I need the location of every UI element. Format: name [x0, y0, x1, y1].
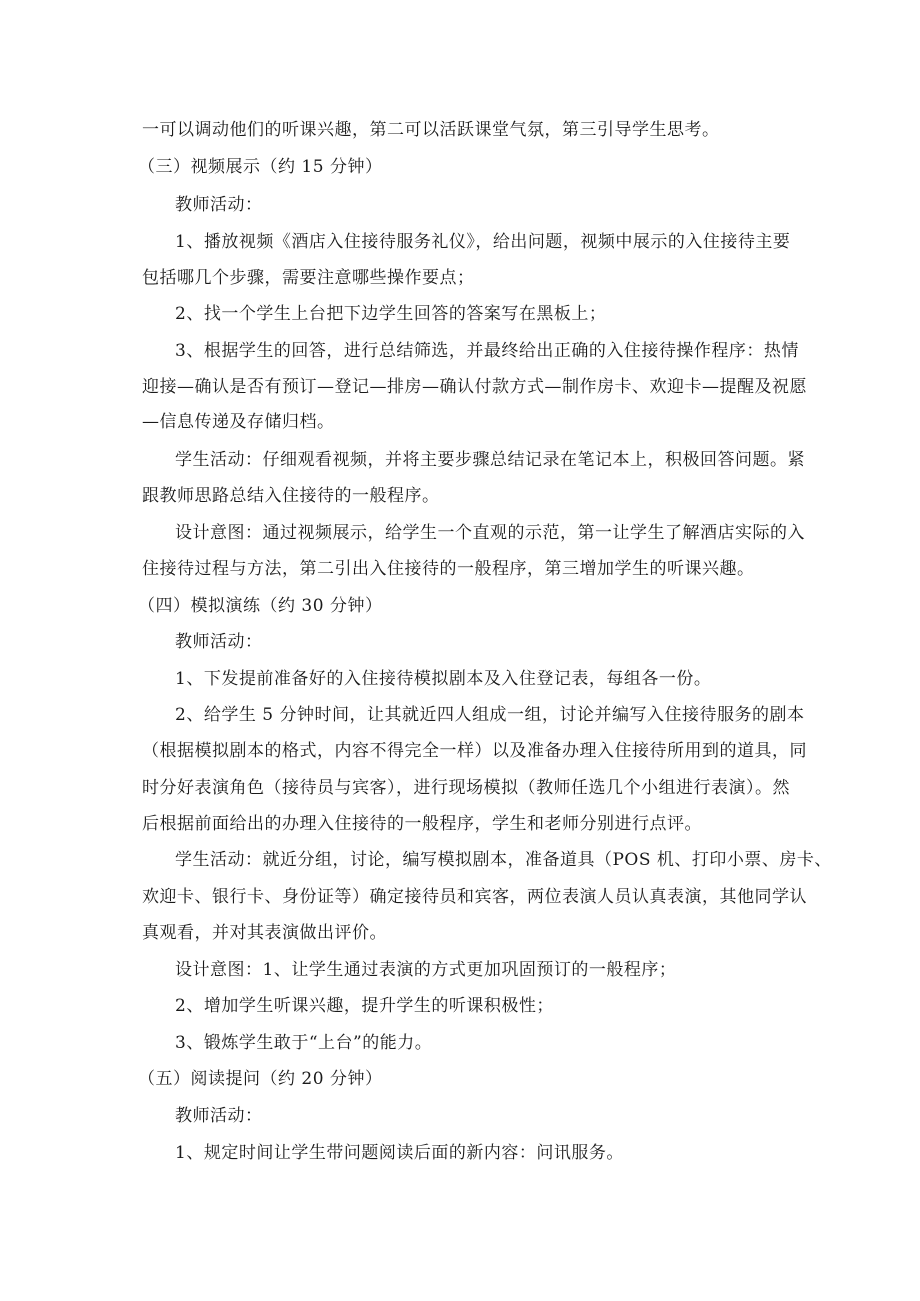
paragraph-line: 3、根据学生的回答，进行总结筛选，并最终给出正确的入住接待操作程序：热情: [175, 341, 799, 361]
paragraph-line: 1、规定时间让学生带问题阅读后面的新内容：问讯服务。: [175, 1143, 624, 1163]
design-intent-line: 设计意图：1、让学生通过表演的方式更加巩固预订的一般程序；: [175, 960, 677, 980]
paragraph-line: 一可以调动他们的听课兴趣，第二可以活跃课堂气氛，第三引导学生思考。: [142, 120, 720, 140]
paragraph-line: （根据模拟剧本的格式，内容不得完全一样）以及准备办理入住接待所用到的道具，同: [142, 741, 807, 761]
teacher-activity-label: 教师活动：: [175, 195, 263, 215]
paragraph-line: 跟教师思路总结入住接待的一般程序。: [142, 486, 440, 506]
paragraph-line: 后根据前面给出的办理入住接待的一般程序，学生和老师分别进行点评。: [142, 814, 702, 834]
paragraph-line: 时分好表演角色（接待员与宾客），进行现场模拟（教师任选几个小组进行表演）。然: [142, 778, 790, 798]
paragraph-line: 包括哪几个步骤，需要注意哪些操作要点；: [142, 268, 475, 288]
paragraph-line: 3、锻炼学生敢于“上台”的能力。: [175, 1033, 433, 1053]
paragraph-line: 住接待过程与方法，第二引出入住接待的一般程序，第三增加学生的听课兴趣。: [142, 559, 755, 579]
teacher-activity-label: 教师活动：: [175, 1106, 263, 1126]
paragraph-line: 真观看，并对其表演做出评价。: [142, 923, 387, 943]
paragraph-line: —信息传递及存储归档。: [142, 412, 335, 432]
section-heading-simulation: （四）模拟演练（约 30 分钟）: [138, 596, 383, 616]
paragraph-line: 1、下发提前准备好的入住接待模拟剧本及入住登记表，每组各一份。: [175, 669, 712, 689]
student-activity-line: 学生活动：仔细观看视频，并将主要步骤总结记录在笔记本上，积极回答问题。紧: [175, 450, 805, 470]
teacher-activity-label: 教师活动：: [175, 632, 263, 652]
paragraph-line: 1、播放视频《酒店入住接待服务礼仪》，给出问题，视频中展示的入住接待主要: [175, 232, 791, 252]
paragraph-line: 2、找一个学生上台把下边学生回答的答案写在黑板上；: [175, 304, 607, 324]
paragraph-line: 2、增加学生听课兴趣，提升学生的听课积极性；: [175, 996, 554, 1016]
paragraph-line: 欢迎卡、银行卡、身份证等）确定接待员和宾客，两位表演人员认真表演，其他同学认: [142, 887, 807, 907]
paragraph-line: 迎接—确认是否有预订—登记—排房—确认付款方式—制作房卡、欢迎卡—提醒及祝愿: [142, 377, 807, 397]
design-intent-line: 设计意图：通过视频展示，给学生一个直观的示范，第一让学生了解酒店实际的入: [175, 523, 805, 543]
section-heading-video: （三）视频展示（约 15 分钟）: [138, 157, 383, 177]
student-activity-line: 学生活动：就近分组，讨论，编写模拟剧本，准备道具（POS 机、打印小票、房卡、: [175, 850, 832, 870]
paragraph-line: 2、给学生 5 分钟时间，让其就近四人组成一组，讨论并编写入住接待服务的剧本: [175, 705, 805, 725]
section-heading-reading: （五）阅读提问（约 20 分钟）: [138, 1069, 383, 1089]
